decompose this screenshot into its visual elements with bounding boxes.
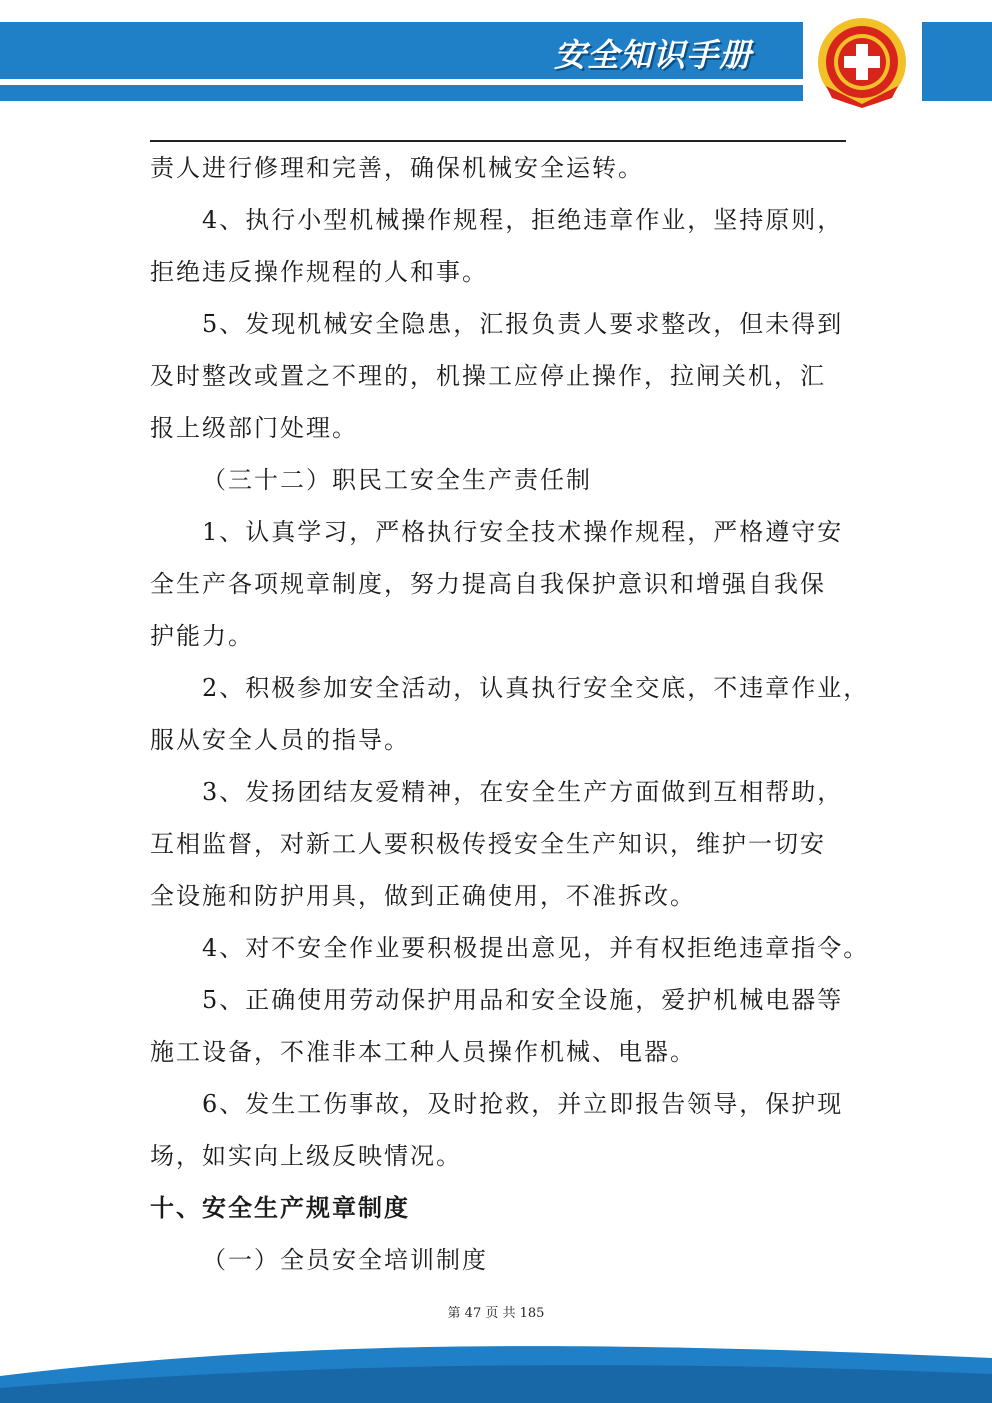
footer-wave [0,1336,992,1403]
text-line: 1、认真学习，严格执行安全技术操作规程，严格遵守安 [202,518,844,546]
text-line: 全设施和防护用具，做到正确使用，不准拆改。 [150,882,696,910]
text-line: 护能力。 [150,622,254,650]
page-header [0,0,992,120]
text-line: 互相监督，对新工人要积极传授安全生产知识，维护一切安 [150,830,826,858]
text-line: 责人进行修理和完善，确保机械安全运转。 [150,154,644,182]
text-line: 4、执行小型机械操作规程，拒绝违章作业，坚持原则， [202,206,844,234]
text-line: 施工设备，不准非本工种人员操作机械、电器。 [150,1038,696,1066]
page-number: 第 47 页 共 185 [447,1306,545,1321]
text-line: 6、发生工伤事故，及时抢救，并立即报告领导，保护现 [202,1090,844,1118]
text-line: 5、正确使用劳动保护用品和安全设施，爱护机械电器等 [202,986,844,1014]
text-line: 2、积极参加安全活动，认真执行安全交底，不违章作业， [202,674,870,702]
text-line: 拒绝违反操作规程的人和事。 [150,258,488,286]
text-line: 5、发现机械安全隐患，汇报负责人要求整改，但未得到 [202,310,844,338]
text-line: 3、发扬团结友爱精神，在安全生产方面做到互相帮助， [202,778,844,806]
text-line: （一）全员安全培训制度 [202,1246,488,1274]
header-band-bottom [0,85,803,101]
header-band-right [922,22,992,101]
text-line: 场，如实向上级反映情况。 [150,1142,462,1170]
section-heading: 十、安全生产规章制度 [150,1194,410,1222]
safety-emblem-icon [812,16,912,108]
document-body [150,142,870,1286]
text-line: 报上级部门处理。 [150,414,358,442]
text-line: 服从安全人员的指导。 [150,726,410,754]
text-line: （三十二）职民工安全生产责任制 [202,466,592,494]
text-line: 及时整改或置之不理的，机操工应停止操作，拉闸关机，汇 [150,362,826,390]
text-line: 4、对不安全作业要积极提出意见，并有权拒绝违章指令。 [202,934,870,962]
header-title: 安全知识手册 [553,36,752,74]
text-line: 全生产各项规章制度，努力提高自我保护意识和增强自我保 [150,570,826,598]
